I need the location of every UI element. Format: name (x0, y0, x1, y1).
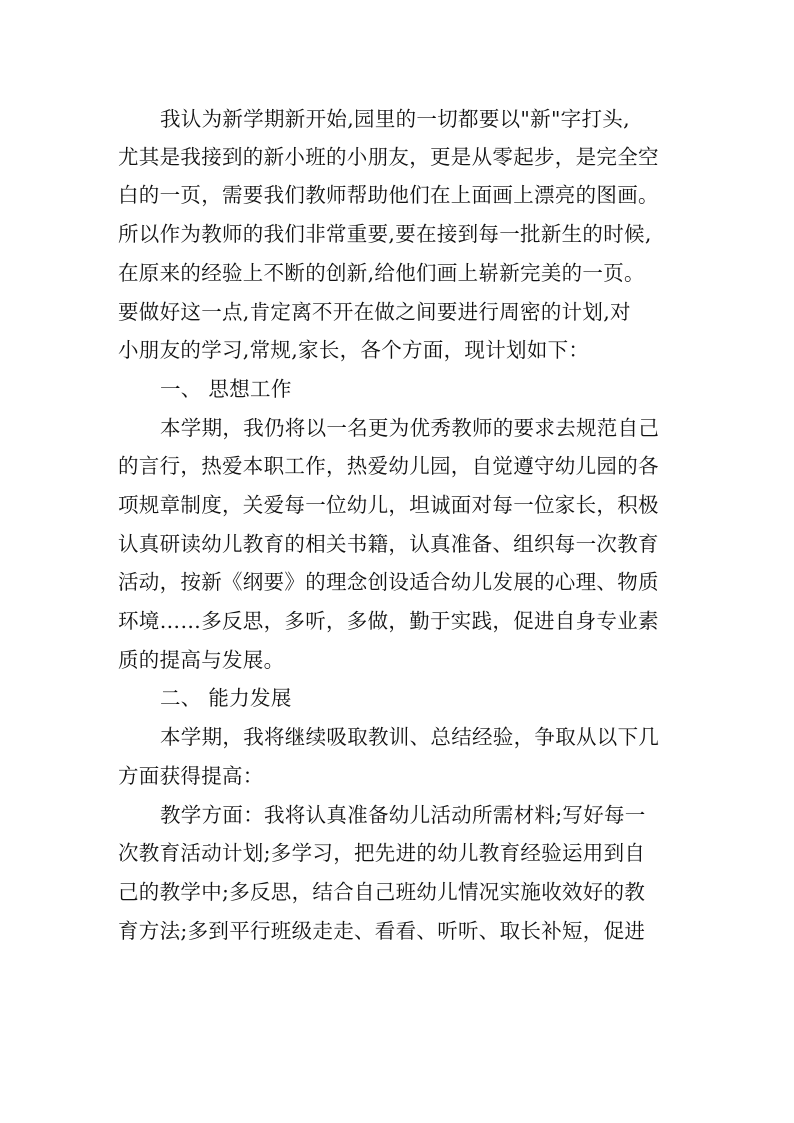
paragraph-line: 尤其是我接到的新小班的小朋友，更是从零起步，是完全空 (118, 145, 659, 169)
paragraph-line: 方面获得提高： (118, 764, 264, 788)
paragraph-line: 活动，按新《纲要》的理念创设适合幼儿发展的心理、物质 (118, 570, 659, 594)
paragraph-line: 要做好这一点,肯定离不开在做之间要进行周密的计划,对 (118, 300, 631, 324)
paragraph-line: 己的教学中;多反思，结合自己班幼儿情况实施收效好的教 (118, 880, 646, 904)
paragraph-line: 本学期，我仍将以一名更为优秀教师的要求去规范自己 (160, 416, 660, 440)
paragraph-line: 本学期，我将继续吸取教训、总结经验，争取从以下几 (160, 725, 660, 749)
paragraph-line: 环境……多反思，多听，多做，勤于实践，促进自身专业素 (118, 609, 659, 633)
paragraph-line: 育方法;多到平行班级走走、看看、听听、取长补短，促进 (118, 919, 646, 943)
paragraph-line: 认真研读幼儿教育的相关书籍，认真准备、组织每一次教育 (118, 532, 659, 556)
paragraph-line: 所以作为教师的我们非常重要,要在接到每一批新生的时候, (118, 222, 652, 246)
paragraph-line: 教学方面：我将认真准备幼儿活动所需材料;写好每一 (160, 803, 646, 827)
paragraph-line: 小朋友的学习,常规,家长，各个方面，现计划如下： (118, 338, 590, 362)
paragraph-line: 项规章制度，关爱每一位幼儿，坦诚面对每一位家长，积极 (118, 493, 659, 517)
section-heading: 二、 能力发展 (160, 686, 292, 710)
paragraph-line: 在原来的经验上不断的创新,给他们画上崭新完美的一页。 (118, 261, 645, 285)
paragraph-line: 我认为新学期新开始,园里的一切都要以"新"字打头, (160, 107, 630, 131)
paragraph-line: 次教育活动计划;多学习，把先进的幼儿教育经验运用到自 (118, 841, 646, 865)
paragraph-line: 白的一页，需要我们教师帮助他们在上面画上漂亮的图画。 (118, 183, 659, 207)
paragraph-line: 质的提高与发展。 (118, 648, 285, 672)
section-heading: 一、 思想工作 (160, 377, 292, 401)
paragraph-line: 的言行，热爱本职工作，热爱幼儿园，自觉遵守幼儿园的各 (118, 454, 659, 478)
